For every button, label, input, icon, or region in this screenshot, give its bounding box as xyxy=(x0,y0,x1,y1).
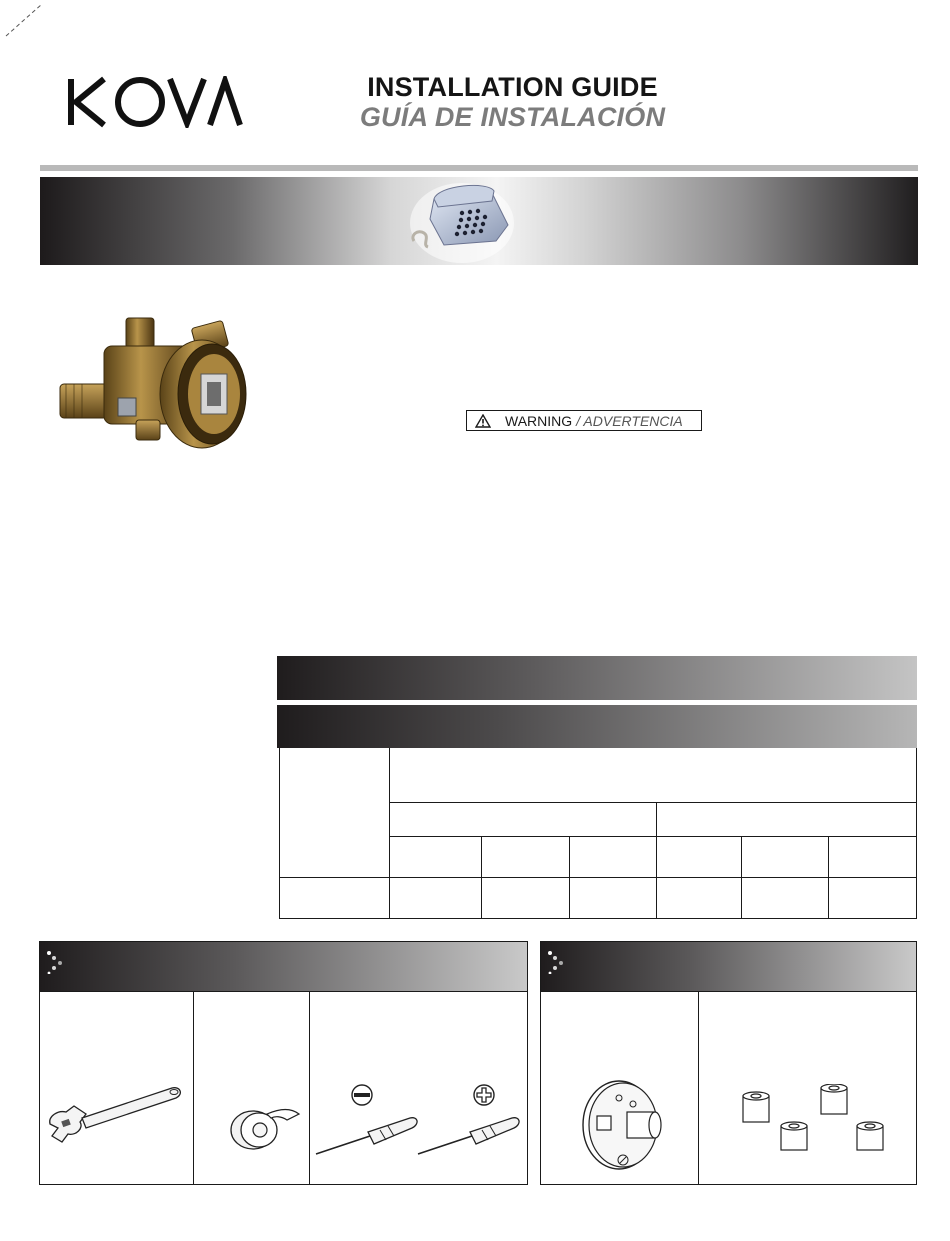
tools-dots-icon xyxy=(46,950,62,974)
header-divider xyxy=(40,165,918,171)
flathead-screwdriver-icon xyxy=(314,1114,420,1156)
title-spanish: GUÍA DE INSTALACIÓN xyxy=(359,102,666,132)
kova-logo xyxy=(66,76,246,128)
flathead-symbol-icon xyxy=(346,1084,378,1106)
flow-rate-header xyxy=(277,705,917,748)
phillips-screwdriver-icon xyxy=(416,1114,522,1156)
specifications-header xyxy=(277,656,917,700)
flow-rate-table xyxy=(279,748,917,919)
cut-mark xyxy=(4,2,44,38)
warning-text-spanish: / ADVERTENCIA xyxy=(576,412,683,429)
tools-required-panel xyxy=(39,941,528,1185)
valve-body-image xyxy=(54,312,250,458)
adjustable-wrench-icon xyxy=(46,1080,184,1148)
phillips-symbol-icon xyxy=(468,1084,500,1106)
spacer-sleeves-icon xyxy=(737,1084,889,1156)
warning-triangle-icon xyxy=(475,414,491,428)
title-english: INSTALLATION GUIDE xyxy=(367,72,658,102)
warning-label xyxy=(466,410,702,431)
tools-divider-2 xyxy=(309,991,310,1184)
parts-divider xyxy=(698,991,699,1184)
plaster-guard-icon xyxy=(581,1078,665,1172)
tools-divider-1 xyxy=(193,991,194,1184)
parts-dots-icon xyxy=(547,950,563,974)
parts-included-panel xyxy=(540,941,917,1185)
tools-panel-header xyxy=(40,942,527,992)
telephone-icon xyxy=(404,179,520,263)
parts-panel-header xyxy=(541,942,916,992)
plumbers-tape-icon xyxy=(227,1106,313,1150)
warning-text-english: WARNING xyxy=(505,412,573,429)
page-title xyxy=(300,72,725,132)
